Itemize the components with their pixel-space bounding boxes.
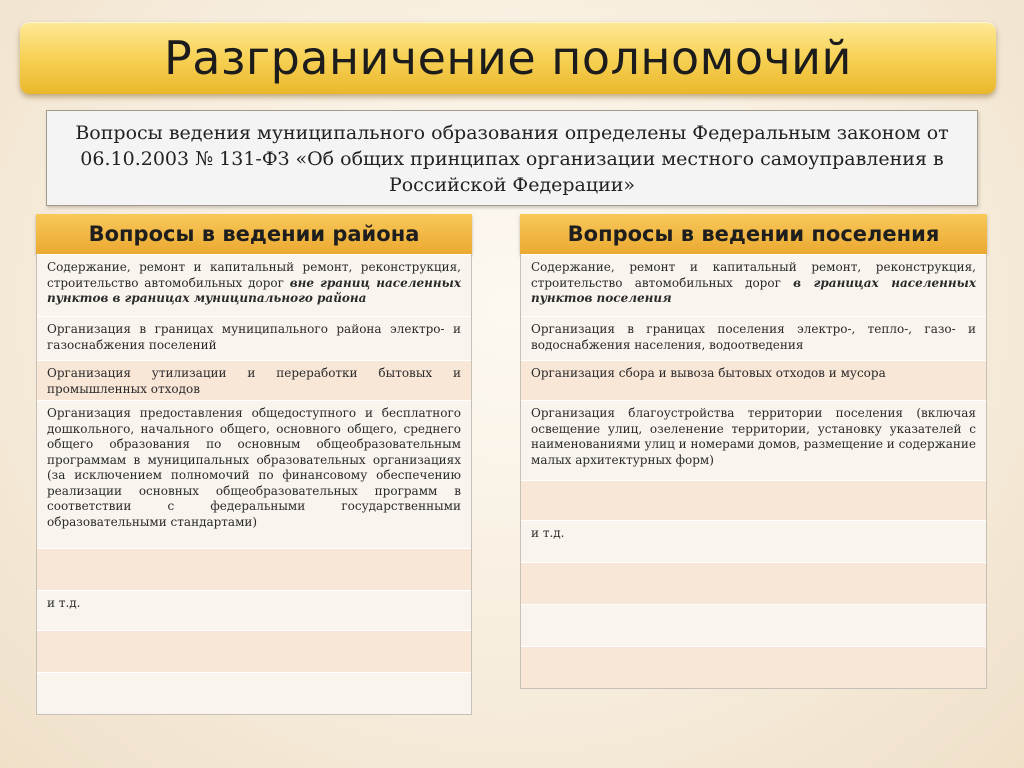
- table-row: и т.д.: [37, 590, 471, 630]
- title-banner: [20, 22, 996, 94]
- settlement-table-body: [520, 254, 987, 689]
- table-row: Организация предоставления общедоступного и бесплатного дошкольного, начального общего, основного общего, среднего общего образования по основным общеобразовательным программам в муниципальных образовательных организациях (за исключением полномочий по финансовому обеспечению реализации основных общеобразовательных программ в соответствии с федеральными государственными образовательными стандартами): [37, 400, 471, 548]
- settlement-table: [520, 214, 987, 689]
- page-title: Разграничение полномочий: [164, 31, 852, 85]
- table-row: [37, 672, 471, 714]
- district-table-header: Вопросы в ведении района: [36, 214, 472, 254]
- table-row: и т.д.: [521, 520, 986, 562]
- table-row: Организация в границах муниципального района электро- и газоснабжения поселений: [37, 316, 471, 360]
- table-row: [37, 254, 471, 316]
- district-table: [36, 214, 472, 715]
- table-row: [37, 630, 471, 672]
- intro-line-3: Российской Федерации»: [388, 174, 636, 196]
- row-emphasis: в границах населенных пунктов поселения: [531, 275, 977, 305]
- intro-line-1: Вопросы ведения муниципального образования определены Федеральным законом от: [75, 122, 949, 144]
- row-text: Содержание, ремонт и капитальный ремонт, реконструкция, строительство автомобильных дорог: [47, 260, 461, 290]
- table-row: Организация сбора и вывоза бытовых отходов и мусора: [521, 360, 986, 400]
- table-row: [521, 604, 986, 646]
- table-row: [521, 562, 986, 604]
- table-row: Организация в границах поселения электро-, тепло-, газо- и водоснабжения населения, водоотведения: [521, 316, 986, 360]
- table-row: Организация благоустройства территории поселения (включая освещение улиц, озеленение территории, установку указателей с наименованиями улиц и номерами домов, размещение и содержание малых архитектурных форм): [521, 400, 986, 480]
- table-row: Организация утилизации и переработки бытовых и промышленных отходов: [37, 360, 471, 400]
- table-row: [37, 548, 471, 590]
- intro-box: [46, 110, 978, 206]
- table-row: [521, 254, 986, 316]
- row-emphasis: вне границ населенных пунктов в границах муниципального района: [47, 275, 462, 305]
- table-row: [521, 646, 986, 688]
- settlement-table-header: Вопросы в ведении поселения: [520, 214, 987, 254]
- district-table-body: [36, 254, 472, 715]
- row-text: Содержание, ремонт и капитальный ремонт, реконструкция, строительство автомобильных дорог: [531, 260, 976, 290]
- table-row: [521, 480, 986, 520]
- intro-line-2: 06.10.2003 № 131-ФЗ «Об общих принципах организации местного самоуправления в: [80, 148, 944, 170]
